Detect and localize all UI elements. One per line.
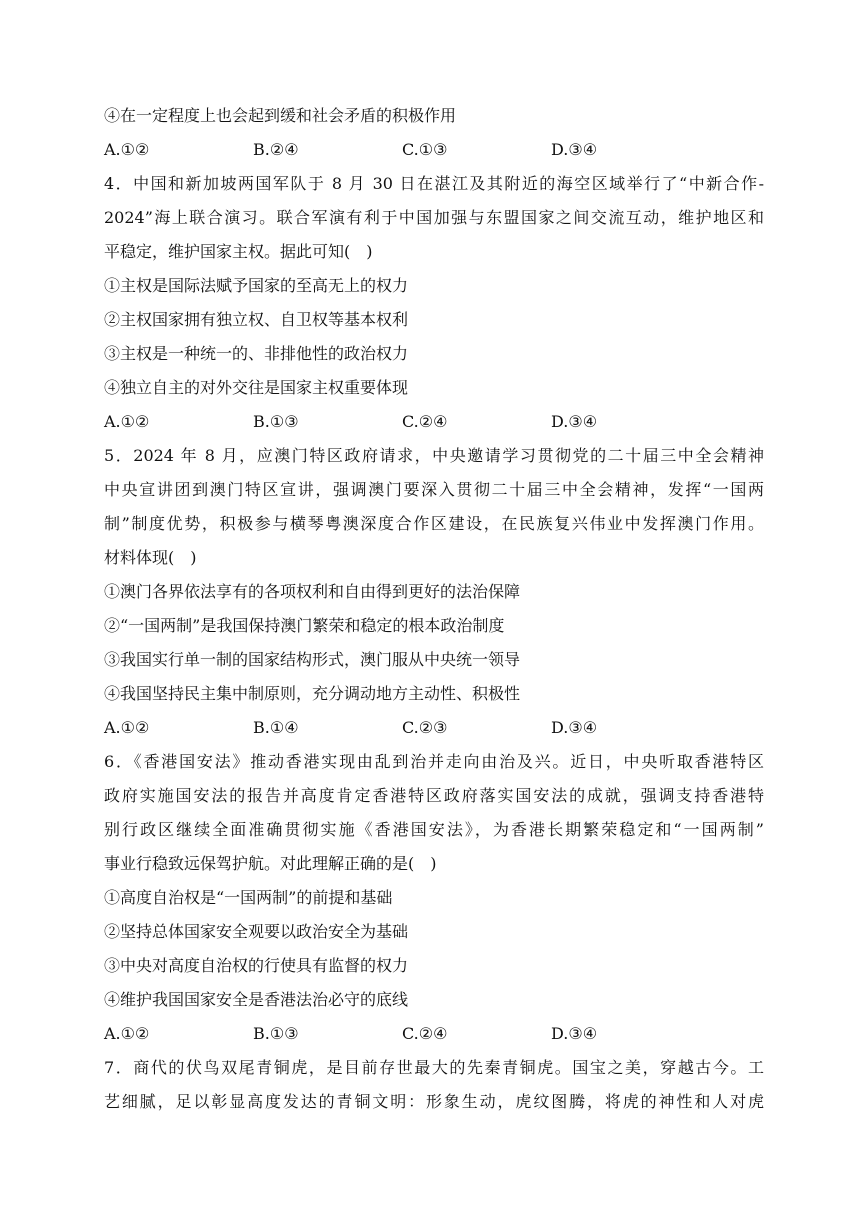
text-line: 7．商代的伏鸟双尾青铜虎，是目前存世最大的先秦青铜虎。国宝之美，穿越古今。工: [104, 1058, 764, 1077]
answer-option: A.①②: [104, 718, 150, 737]
text-line: ④我国坚持民主集中制原则，充分调动地方主动性、积极性: [104, 684, 521, 703]
text-line: 4．中国和新加坡两国军队于 8 月 30 日在湛江及其附近的海空区域举行了“中新合作-: [104, 174, 764, 193]
answer-option: B.①③: [253, 1024, 299, 1043]
answer-option: D.③④: [551, 1024, 598, 1043]
answer-option: C.②③: [402, 718, 448, 737]
text-line: ①澳门各界依法享有的各项权利和自由得到更好的法治保障: [104, 582, 521, 601]
answer-options: [104, 1017, 764, 1051]
answer-option: C.②④: [402, 412, 448, 431]
text-line: ②主权国家拥有独立权、自卫权等基本权利: [104, 310, 409, 329]
answer-option: D.③④: [551, 718, 598, 737]
answer-option: A.①②: [104, 140, 150, 159]
answer-option: B.①④: [253, 718, 299, 737]
text-line: 艺细腻，足以彰显高度发达的青铜文明：形象生动，虎纹图腾，将虎的神性和人对虎: [104, 1092, 764, 1111]
answer-option: D.③④: [551, 412, 598, 431]
text-line: ④在一定程度上也会起到缓和社会矛盾的积极作用: [104, 106, 457, 125]
text-line: ④维护我国国家安全是香港法治必守的底线: [104, 990, 409, 1009]
text-line: 政府实施国安法的报告并高度肯定香港特区政府落实国安法的成就，强调支持香港特: [104, 786, 764, 805]
text-line: ①主权是国际法赋予国家的至高无上的权力: [104, 276, 409, 295]
answer-option: B.②④: [253, 140, 299, 159]
answer-options: [104, 133, 764, 167]
text-line: 中央宣讲团到澳门特区宣讲，强调澳门要深入贯彻二十届三中全会精神，发挥“一国两: [104, 480, 764, 499]
text-line: 平稳定，维护国家主权。据此可知( ): [104, 242, 373, 261]
text-line: ①高度自治权是“一国两制”的前提和基础: [104, 888, 393, 907]
answer-option: A.①②: [104, 1024, 150, 1043]
answer-options: [104, 405, 764, 439]
text-line: 材料体现( ): [104, 548, 197, 567]
text-line: ③主权是一种统一的、非排他性的政治权力: [104, 344, 409, 363]
answer-option: A.①②: [104, 412, 150, 431]
answer-option: B.①③: [253, 412, 299, 431]
text-line: ③中央对高度自治权的行使具有监督的权力: [104, 956, 409, 975]
exam-page: [104, 99, 764, 1119]
text-line: 6．《香港国安法》推动香港实现由乱到治并走向由治及兴。近日，中央听取香港特区: [104, 752, 764, 771]
text-line: ②“一国两制”是我国保持澳门繁荣和稳定的根本政治制度: [104, 616, 505, 635]
answer-option: C.②④: [402, 1024, 448, 1043]
text-line: 事业行稳致远保驾护航。对此理解正确的是( ): [104, 854, 437, 873]
text-line: 5．2024 年 8 月，应澳门特区政府请求，中央邀请学习贯彻党的二十届三中全会精神: [104, 446, 764, 465]
answer-options: [104, 711, 764, 745]
text-line: ④独立自主的对外交往是国家主权重要体现: [104, 378, 409, 397]
text-line: 制”制度优势，积极参与横琴粤澳深度合作区建设，在民族复兴伟业中发挥澳门作用。: [104, 514, 764, 533]
text-line: 2024”海上联合演习。联合军演有利于中国加强与东盟国家之间交流互动，维护地区和: [104, 208, 764, 227]
text-line: 别行政区继续全面准确贯彻实施《香港国安法》，为香港长期繁荣稳定和“一国两制”: [104, 820, 764, 839]
answer-option: D.③④: [551, 140, 598, 159]
text-line: ③我国实行单一制的国家结构形式，澳门服从中央统一领导: [104, 650, 521, 669]
answer-option: C.①③: [402, 140, 448, 159]
text-line: ②坚持总体国家安全观要以政治安全为基础: [104, 922, 409, 941]
